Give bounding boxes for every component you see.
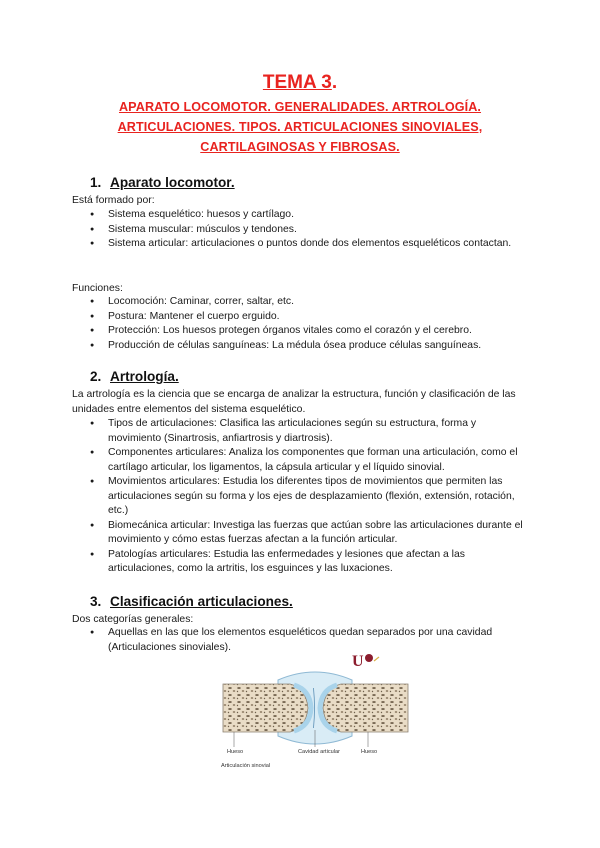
label-left-bone: Hueso xyxy=(227,749,244,755)
synovial-joint-diagram xyxy=(218,658,413,770)
list-item: ● Sistema esquelético: huesos y cartílago. xyxy=(90,208,530,223)
list-item: ● Sistema muscular: músculos y tendones. xyxy=(90,223,530,238)
list-item: ● Postura: Mantener el cuerpo erguido. xyxy=(90,310,530,325)
list-item: ● Tipos de articulaciones: Clasifica las articulaciones según su estructura, forma y movimiento (Sinartrosis, anfiartrosis y diartrosis). xyxy=(90,417,530,446)
title-dot: . xyxy=(331,72,338,93)
page-subtitle: APARATO LOCOMOTOR. GENERALIDADES. ARTROLOGÍA. ARTICULACIONES. TIPOS. ARTICULACIONES SINOVIALES, CARTILAGINOSAS Y FIBROSAS. xyxy=(117,100,483,154)
label-joint-cavity: Cavidad articular xyxy=(298,749,340,755)
left-bone xyxy=(223,684,308,732)
list-item: ● Componentes articulares: Analiza los componentes que forman una articulación, como el cartílago articular, los ligamentos, la cápsula articular y el líquido sinovial. xyxy=(90,446,530,475)
title-main: TEMA 3 xyxy=(262,72,332,93)
right-bone xyxy=(323,684,408,732)
list-item: ● Locomoción: Caminar, correr, saltar, etc. xyxy=(90,295,530,310)
page-title xyxy=(0,72,600,94)
figure-caption: Articulación sinovial xyxy=(221,763,271,769)
section2-intro: La artrología es la ciencia que se encarga de analizar la estructura, función y clasificación de las unidades entre elementos del sistema esquelético. xyxy=(72,389,516,415)
list-item: ● Aquellas en las que los elementos esqueléticos quedan separados por una cavidad (Articulaciones sinoviales). xyxy=(90,626,530,655)
functions-label: Funciones: xyxy=(72,283,123,294)
section-title: Artrología. xyxy=(110,369,179,384)
list-item: ● Patologías articulares: Estudia las enfermedades y lesiones que afectan a las articulaciones, como la artritis, los esguinces y las luxaciones. xyxy=(90,548,530,577)
section-heading-2 xyxy=(90,369,179,384)
section3-list xyxy=(90,626,530,655)
section1-intro: Está formado por: xyxy=(72,195,155,206)
functions-list xyxy=(90,295,530,353)
label-right-bone: Hueso xyxy=(361,749,378,755)
section-title: Aparato locomotor. xyxy=(110,175,235,190)
logo-letter: U xyxy=(352,653,364,670)
section-heading-1 xyxy=(90,175,235,190)
list-item: ● Sistema articular: articulaciones o puntos donde dos elementos esqueléticos contactan. xyxy=(90,237,530,252)
section3-intro: Dos categorías generales: xyxy=(72,614,194,625)
section-number: 3. xyxy=(90,594,102,609)
list-item: ● Protección: Los huesos protegen órganos vitales como el corazón y el cerebro. xyxy=(90,324,530,339)
list-item: ● Movimientos articulares: Estudia los diferentes tipos de movimientos que permiten las articulaciones según su forma y los ejes de desplazamiento (flexión, extensión, rotación, etc.) xyxy=(90,475,530,519)
section2-list xyxy=(90,417,530,577)
list-item: ● Biomecánica articular: Investiga las fuerzas que actúan sobre las articulaciones durante el movimiento y cómo estas fuerzas afectan a la función articular. xyxy=(90,519,530,548)
section-title: Clasificación articulaciones. xyxy=(110,594,293,609)
section1-list xyxy=(90,208,530,252)
section-heading-3 xyxy=(90,594,293,609)
section-number: 2. xyxy=(90,369,102,384)
section-number: 1. xyxy=(90,175,102,190)
list-item: ● Producción de células sanguíneas: La médula ósea produce células sanguíneas. xyxy=(90,339,530,354)
